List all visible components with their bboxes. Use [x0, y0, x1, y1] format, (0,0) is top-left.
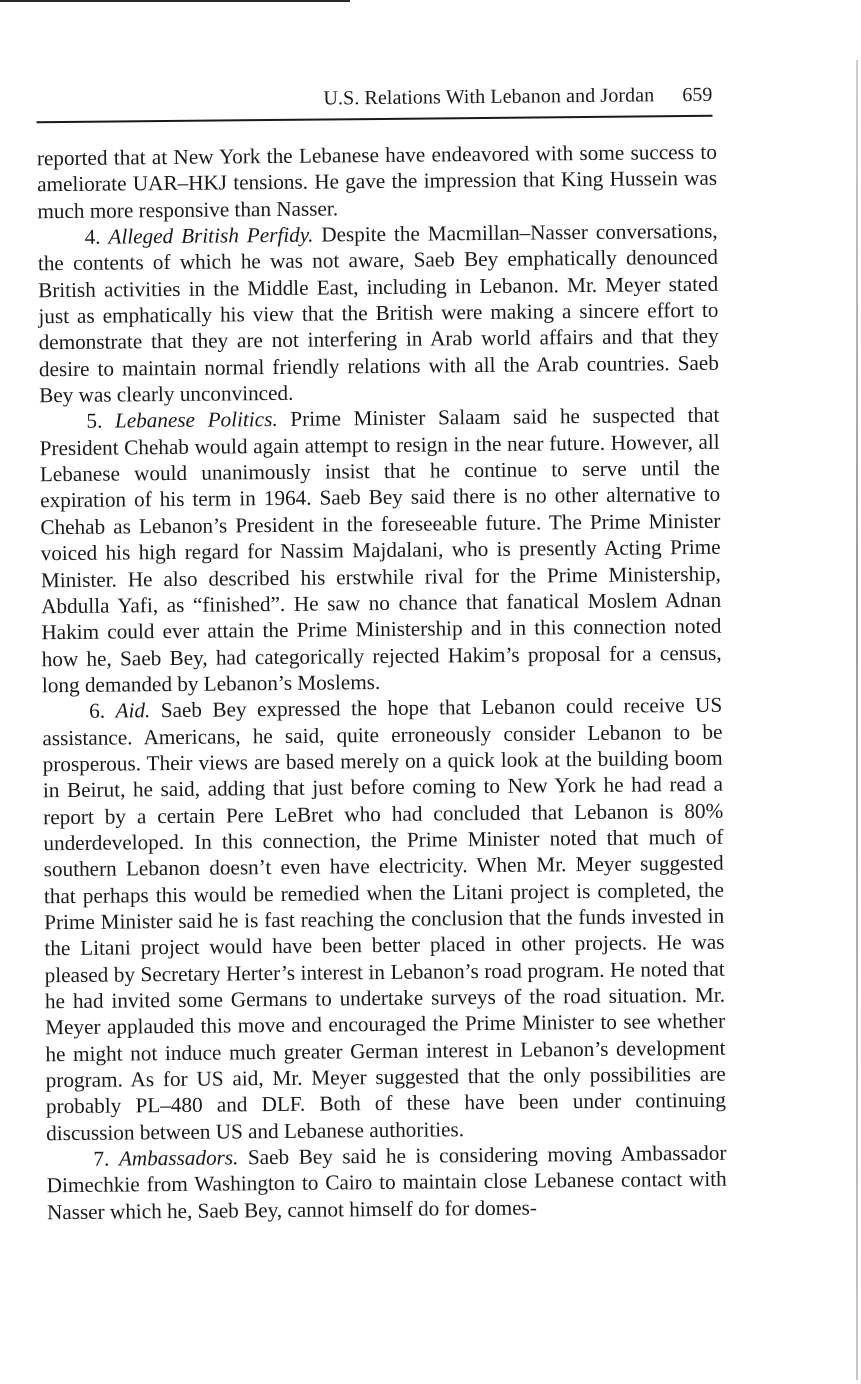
- paragraph-text: reported that at New York the Lebanese have endeavored with some success to ameliorate UAR–HKJ tensions. He gave the impression that King Hussein was much more responsive than Nasser.: [36, 139, 718, 223]
- paragraph-text: Prime Minister Salaam said he suspected that President Chehab would again attempt to resign in the near future. However, all Lebanese would unanimously insist that he continue to serve until the expiration of his term in 1964. Saeb Bey said there is no other alternative to Chehab as Lebanon’s President in the foreseeable future. The Prime Minister voiced his high regard for Nassim Majdalani, who is presently Acting Prime Minister. He also described his erstwhile rival for the Prime Ministership, Abdulla Yafi, as “finished”. He saw no chance that fanatical Moslem Adnan Hakim could ever attain the Prime Ministership and in this connection noted how he, Saeb Bey, had categorically rejected Hakim’s proposal for a census, long demanded by Lebanon’s Moslems.: [39, 403, 722, 698]
- paragraph-continuation: [37, 139, 718, 225]
- paragraph-number: 6.: [89, 698, 106, 724]
- paragraph-number: 4.: [84, 224, 101, 249]
- body-text: [37, 139, 727, 1226]
- running-header: [36, 81, 712, 123]
- paragraph-lead-in: Lebanese Politics.: [114, 407, 278, 433]
- paragraph-text: Saeb Bey expressed the hope that Lebanon could receive US assistance. Americans, he said, quite erroneously consider Lebanon to be prosperous. Their views are based merely on a quick look at the building boom in Beirut, he said, adding that just before coming to New York he had read a report by a certain Pere LeBret who had concluded that Lebanon is 80% underdeveloped. In this connection, the Prime Minister noted that much of southern Lebanon doesn’t even have electricity. When Mr. Meyer suggested that perhaps this would be remedied when the Litani project is completed, the Prime Minister said he is fast reaching the conclusion that the funds invested in the Litani project would have been better placed in other projects. He was pleased by Secretary Herter’s interest in Lebanon’s road program. He noted that he had invited some Germans to undertake surveys of the road situation. Mr. Meyer applauded this move and encouraged the Prime Minister to see whether he might not induce much greater German interest in Lebanon’s development program. As for US aid, Mr. Meyer suggested that the only possibilities are probably PL–480 and DLF. Both of these have been under continuing discussion between US and Lebanese authorities.: [42, 692, 727, 1145]
- paragraph-lead-in: Ambassadors.: [118, 1145, 239, 1171]
- page-number: 659: [682, 83, 713, 107]
- paragraph-6-aid: [42, 692, 726, 1146]
- paragraph-number: 5.: [86, 409, 103, 434]
- paragraph-number: 7.: [93, 1146, 110, 1171]
- paragraph-text: Despite the Macmillan–Nasser conversations, the contents of which he was not aware, Saeb Bey emphatically denounced British activities in the Middle East, including in Lebanon. Mr. Meyer stated just as emphatically his view that the British were making a sincere effort to demonstrate that they are not interfering in Arab world affairs and that they desire to maintain normal friendly relations with all the Arab countries. Saeb Bey was clearly unconvinced.: [37, 218, 719, 408]
- paragraph-7-ambassadors: [46, 1140, 727, 1226]
- paragraph-5-lebanese-politics: [39, 402, 722, 698]
- paragraph-4-alleged-british-perfidy: [38, 218, 720, 409]
- running-title: U.S. Relations With Lebanon and Jordan: [323, 84, 655, 110]
- paragraph-lead-in: Alleged British Perfidy.: [108, 222, 314, 249]
- paragraph-lead-in: Aid.: [115, 698, 151, 723]
- paragraph-text: Saeb Bey said he is considering moving Ambassador Dimechkie from Washington to Cairo to maintain close Lebanese contact with Nasser which he, Saeb Bey, cannot himself do for domes-: [46, 1140, 727, 1224]
